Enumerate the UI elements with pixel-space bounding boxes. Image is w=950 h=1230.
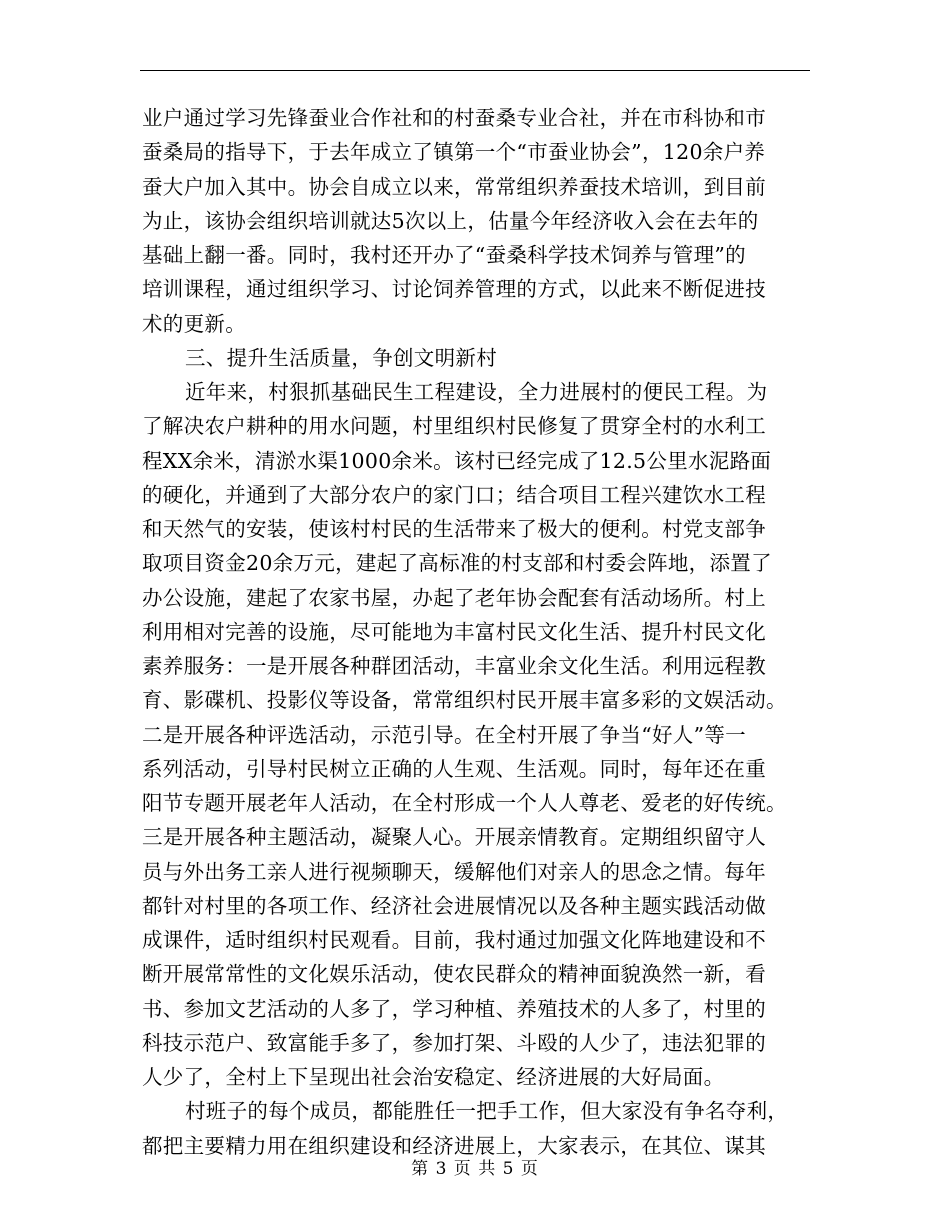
text-line: 系列活动，引导村民树立正确的人生观、生活观。同时，每年还在重 <box>142 756 766 781</box>
text-line: 都针对村里的各项工作、经济社会进展情况以及各种主题实践活动做 <box>142 893 766 918</box>
text-line: 基础上翻一番。同时，我村还开办了“蚕桑科学技术饲养与管理”的 <box>142 243 746 267</box>
text-line: 二是开展各种评选活动，示范引导。在全村开展了争当“好人”等一 <box>142 722 746 747</box>
text-line: 程XX余米，清淤水渠1000余米。该村已经完成了12.5公里水泥路面 <box>142 448 772 473</box>
text-line: 的硬化，并通到了大部分农户的家门口；结合项目工程兴建饮水工程 <box>142 482 766 507</box>
document-body <box>142 101 810 1163</box>
text-line: 都把主要精力用在组织建设和经济进展上，大家表示，在其位、谋其 <box>142 1133 766 1158</box>
text-line: 办公设施，建起了农家书屋，办起了老年协会配套有活动场所。村上 <box>142 585 766 610</box>
text-line: 近年来，村狠抓基础民生工程建设，全力进展村的便民工程。为 <box>185 380 768 404</box>
text-line: 人少了，全村上下呈现出社会治安稳定、经济进展的大好局面。 <box>142 1065 725 1089</box>
section-heading: 三、提升生活质量，争创文明新村 <box>185 345 497 370</box>
page-number-footer: 第 3 页 共 5 页 <box>411 1159 539 1179</box>
text-line: 素养服务：一是开展各种群团活动，丰富业余文化生活。利用远程教 <box>142 654 766 678</box>
text-line: 利用相对完善的设施，尽可能地为丰富村民文化生活、提升村民文化 <box>142 619 766 644</box>
text-line: 阳节专题开展老年人活动，在全村形成一个人人尊老、爱老的好传统。 <box>142 791 787 815</box>
text-line: 蚕桑局的指导下，于去年成立了镇第一个“市蚕业协会”，120余户养 <box>142 140 766 165</box>
text-line: 成课件，适时组织村民观看。目前，我村通过加强文化阵地建设和不 <box>142 928 766 952</box>
text-line: 和天然气的安装，使该村村民的生活带来了极大的便利。村党支部争 <box>142 517 766 541</box>
text-line: 书、参加文艺活动的人多了，学习种植、养殖技术的人多了，村里的 <box>142 996 766 1021</box>
text-line: 三是开展各种主题活动，凝聚人心。开展亲情教育。定期组织留守人 <box>142 825 766 850</box>
text-line: 蚕大户加入其中。协会自成立以来，常常组织养蚕技术培训，到目前 <box>142 174 766 199</box>
text-line: 断开展常常性的文化娱乐活动，使农民群众的精神面貌涣然一新，看 <box>142 962 766 987</box>
text-line: 取项目资金20余万元，建起了高标准的村支部和村委会阵地，添置了 <box>142 551 772 576</box>
text-line: 为止，该协会组织培训就达5次以上，估量今年经济收入会在去年的 <box>142 208 759 233</box>
text-line: 培训课程，通过组织学习、讨论饲养管理的方式，以此来不断促进技 <box>142 277 766 302</box>
text-line: 村班子的每个成员，都能胜任一把手工作，但大家没有争名夺利， <box>185 1099 789 1124</box>
text-line: 科技示范户、致富能手多了，参加打架、斗殴的人少了，违法犯罪的 <box>142 1030 766 1055</box>
header-rule <box>140 70 810 71</box>
text-line: 术的更新。 <box>142 311 246 336</box>
text-line: 了解决农户耕种的用水问题，村里组织村民修复了贯穿全村的水利工 <box>142 414 766 439</box>
text-line: 育、影碟机、投影仪等设备，常常组织村民开展丰富多彩的文娱活动。 <box>142 688 787 713</box>
text-line: 员与外出务工亲人进行视频聊天，缓解他们对亲人的思念之情。每年 <box>142 859 766 884</box>
text-line: 业户通过学习先锋蚕业合作社和的村蚕桑专业合社，并在市科协和市 <box>142 106 766 130</box>
